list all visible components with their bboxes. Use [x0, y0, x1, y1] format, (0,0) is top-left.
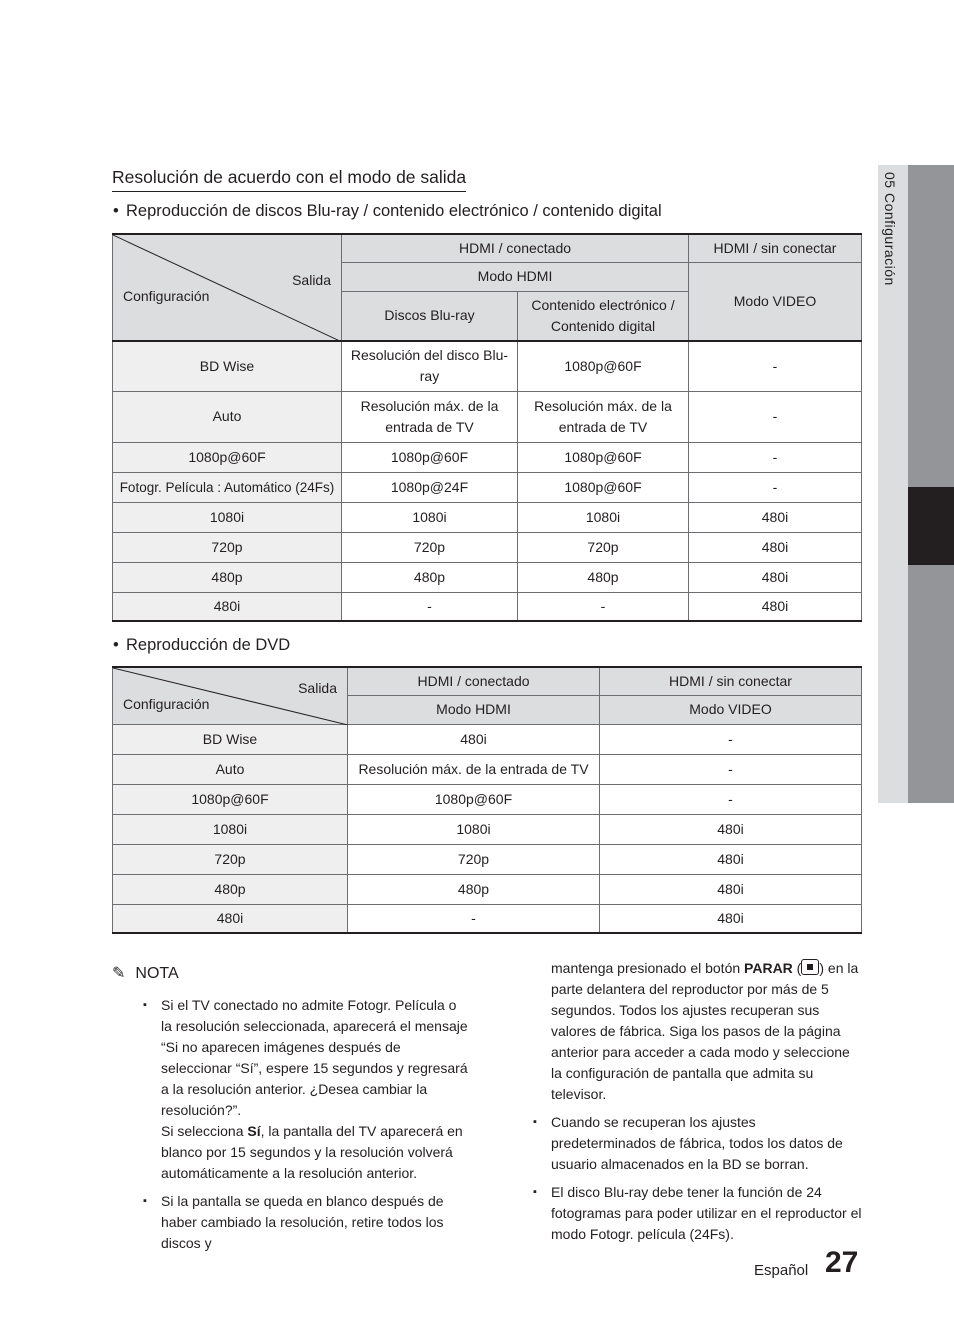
bluray-table [112, 233, 862, 622]
cell: 480i [600, 904, 862, 933]
cell: 720p [518, 532, 689, 562]
cell: - [518, 592, 689, 621]
table-corner [113, 234, 342, 341]
header-hdmi-disconnected: HDMI / sin conectar [600, 667, 862, 695]
cell: Resolución máx. de la entrada de TV [348, 754, 600, 784]
header-hdmi-connected: HDMI / conectado [342, 234, 689, 262]
cell: - [600, 754, 862, 784]
pencil-icon: ✎ [112, 965, 126, 982]
corner-config: Configuración [123, 288, 210, 304]
stop-button-icon [801, 959, 819, 975]
table-row [113, 502, 862, 532]
cell: 1080p@60F [518, 341, 689, 391]
cell: 1080p@24F [342, 472, 518, 502]
cell: 1080i [348, 814, 600, 844]
row-config: 1080p@60F [113, 442, 342, 472]
chapter-bar [908, 165, 954, 803]
table-row [113, 442, 862, 472]
cell: 1080p@60F [518, 442, 689, 472]
row-config: BD Wise [113, 341, 342, 391]
corner-salida: Salida [298, 680, 337, 696]
row-config: 1080p@60F [113, 784, 348, 814]
cell: 480p [348, 874, 600, 904]
cell: - [689, 391, 862, 442]
note-heading [112, 963, 179, 983]
header-modo-video: Modo VIDEO [600, 695, 862, 724]
footer-language: Español [754, 1262, 809, 1279]
cell: 1080p@60F [348, 784, 600, 814]
header-modo-video: Modo VIDEO [689, 262, 862, 341]
table-row [113, 391, 862, 442]
cell: - [600, 784, 862, 814]
row-config: 480p [113, 562, 342, 592]
table-corner [113, 667, 348, 724]
dvd-heading: • Reproducción de DVD [113, 636, 291, 654]
table-row [113, 904, 862, 933]
cell: 480i [689, 532, 862, 562]
cell: 480p [342, 562, 518, 592]
table-row [113, 724, 862, 754]
cell: 480i [689, 592, 862, 621]
cell: 480p [518, 562, 689, 592]
dvd-table [112, 666, 862, 934]
row-config: 720p [113, 844, 348, 874]
row-config: Auto [113, 391, 342, 442]
cell: - [689, 341, 862, 391]
section-title: Resolución de acuerdo con el modo de salida [112, 167, 466, 192]
cell: 480i [689, 562, 862, 592]
cell: 480i [600, 844, 862, 874]
row-config: 480i [113, 904, 348, 933]
table-row [113, 562, 862, 592]
header-modo-hdmi: Modo HDMI [348, 695, 600, 724]
cell: 720p [348, 844, 600, 874]
header-hdmi-connected: HDMI / conectado [348, 667, 600, 695]
square-bullet-icon: ▪ [143, 999, 147, 1011]
cell: Resolución del disco Blu-ray [342, 341, 518, 391]
cell: 1080i [342, 502, 518, 532]
note-item: ▪ Si la pantalla se queda en blanco después de haber cambiado la resolución, retire todos los discos y [143, 1193, 444, 1251]
table-row [113, 532, 862, 562]
note-label: NOTA [135, 965, 179, 982]
cell: 480i [600, 814, 862, 844]
header-discos-bluray: Discos Blu-ray [342, 291, 518, 341]
cell: Resolución máx. de la entrada de TV [342, 391, 518, 442]
table-row [113, 784, 862, 814]
note-item: ▪ El disco Blu-ray debe tener la función de 24 fotogramas para poder utilizar en el reproductor el modo Fotogr. película (24Fs). [533, 1184, 862, 1242]
table-row [113, 874, 862, 904]
table-row [113, 341, 862, 391]
cell: - [689, 472, 862, 502]
corner-salida: Salida [292, 272, 331, 288]
table-row [113, 754, 862, 784]
cell: 720p [342, 532, 518, 562]
chapter-tab-label: 05 Configuración [882, 172, 898, 286]
cell: 480i [600, 874, 862, 904]
cell: - [600, 724, 862, 754]
header-hdmi-disconnected: HDMI / sin conectar [689, 234, 862, 262]
cell: 480i [689, 502, 862, 532]
header-contenido: Contenido electrónico / Contenido digital [518, 291, 689, 341]
row-config: 1080i [113, 502, 342, 532]
cell: - [348, 904, 600, 933]
table-row [113, 814, 862, 844]
row-config: BD Wise [113, 724, 348, 754]
note-item: ▪ Cuando se recuperan los ajustes predeterminados de fábrica, todos los datos de usuario almacenados en la BD se borran. [533, 1114, 843, 1172]
table-row [113, 592, 862, 621]
note-item: ▪ Si el TV conectado no admite Fotogr. Película o la resolución seleccionada, aparecerá el mensaje “Si no aparecen imágenes después de seleccionar “Sí”, espere 15 segundos y regresará a la resolución anterior. ¿Desea cambiar la resolución?”. Si selecciona Sí, la pantalla del TV aparecerá en blanco por 15 segundos y la resolución volverá automáticamente a la resolución anterior. [143, 997, 468, 1181]
page-number: 27 [825, 1246, 859, 1279]
square-bullet-icon: ▪ [533, 1116, 537, 1128]
row-config: 1080i [113, 814, 348, 844]
row-config: 480i [113, 592, 342, 621]
cell: - [689, 442, 862, 472]
notes-column-left [143, 995, 471, 1261]
cell: 480i [348, 724, 600, 754]
cell: Resolución máx. de la entrada de TV [518, 391, 689, 442]
corner-config: Configuración [123, 696, 210, 712]
row-config: Fotogr. Película : Automático (24Fs) [113, 472, 342, 502]
square-bullet-icon: ▪ [533, 1186, 537, 1198]
notes-column-right [533, 958, 863, 1252]
header-modo-hdmi: Modo HDMI [342, 262, 689, 291]
row-config: Auto [113, 754, 348, 784]
cell: - [342, 592, 518, 621]
row-config: 720p [113, 532, 342, 562]
table-row [113, 844, 862, 874]
chapter-bar-marker [908, 487, 954, 565]
note-item-continued: mantenga presionado el botón PARAR ( ) en la parte delantera del reproductor por más de 5 segundos. Todos los ajustes recuperan sus valores de fábrica. Siga los pasos de la página anterior para acceder a cada modo y seleccione la configuración de pantalla que admita su televisor. [551, 960, 859, 1102]
cell: 1080p@60F [342, 442, 518, 472]
square-bullet-icon: ▪ [143, 1195, 147, 1207]
bluray-heading: • Reproducción de discos Blu-ray / contenido electrónico / contenido digital [113, 202, 662, 220]
cell: 1080p@60F [518, 472, 689, 502]
table-row [113, 472, 862, 502]
row-config: 480p [113, 874, 348, 904]
cell: 1080i [518, 502, 689, 532]
